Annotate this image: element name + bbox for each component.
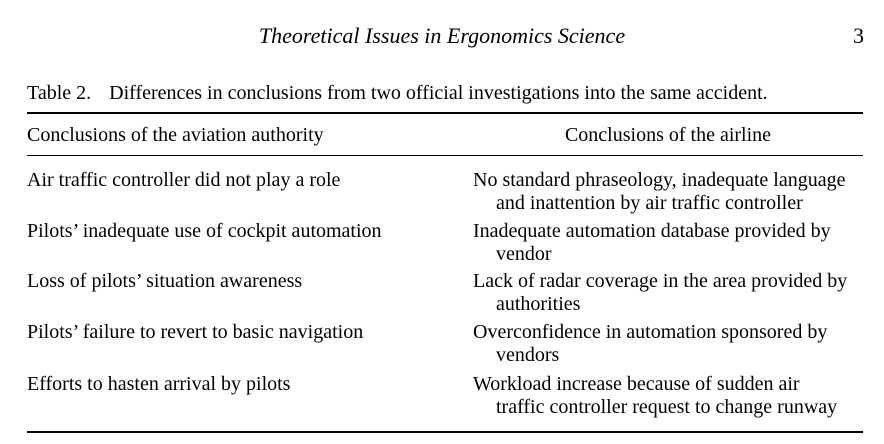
authority-conclusion-cell: Pilots’ inadequate use of cockpit automation — [27, 220, 382, 242]
column-header-airline: Conclusions of the airline — [564, 124, 772, 146]
airline-conclusion-continuation: vendors — [496, 344, 560, 366]
table-caption-text: Differences in conclusions from two official investigations into the same accident. — [109, 82, 768, 104]
authority-conclusion-cell: Air traffic controller did not play a role — [27, 169, 341, 191]
table-top-rule — [27, 112, 863, 114]
authority-conclusion-cell: Loss of pilots’ situation awareness — [27, 270, 303, 292]
airline-conclusion-continuation: and inattention by air traffic controller — [496, 192, 803, 214]
airline-conclusion-line: Inadequate automation database provided by — [473, 220, 831, 242]
airline-conclusion-continuation: traffic controller request to change runway — [496, 396, 838, 418]
table-caption-label: Table 2. — [27, 82, 92, 104]
airline-conclusion-cell — [473, 220, 865, 266]
column-header-aviation-authority: Conclusions of the aviation authority — [27, 124, 324, 146]
running-head — [0, 20, 884, 52]
journal-title: Theoretical Issues in Ergonomics Science — [258, 23, 626, 48]
airline-conclusion-cell — [473, 373, 865, 419]
table-caption — [27, 79, 768, 107]
authority-conclusion-cell: Pilots’ failure to revert to basic navigation — [27, 321, 364, 343]
page-number: 3 — [853, 23, 864, 48]
table-header-rule — [27, 155, 863, 156]
airline-conclusion-cell — [473, 270, 865, 316]
airline-conclusion-cell — [473, 169, 865, 215]
authority-conclusion-cell: Efforts to hasten arrival by pilots — [27, 373, 291, 395]
table-bottom-rule — [27, 431, 863, 433]
airline-conclusion-line: Overconfidence in automation sponsored by — [473, 321, 828, 343]
airline-conclusion-continuation: vendor — [496, 243, 552, 265]
airline-conclusion-line: Lack of radar coverage in the area provided by — [473, 270, 848, 292]
airline-conclusion-continuation: authorities — [496, 293, 581, 315]
airline-conclusion-line: Workload increase because of sudden air — [473, 373, 800, 395]
airline-conclusion-line: No standard phraseology, inadequate language — [473, 169, 846, 191]
airline-conclusion-cell — [473, 321, 865, 367]
